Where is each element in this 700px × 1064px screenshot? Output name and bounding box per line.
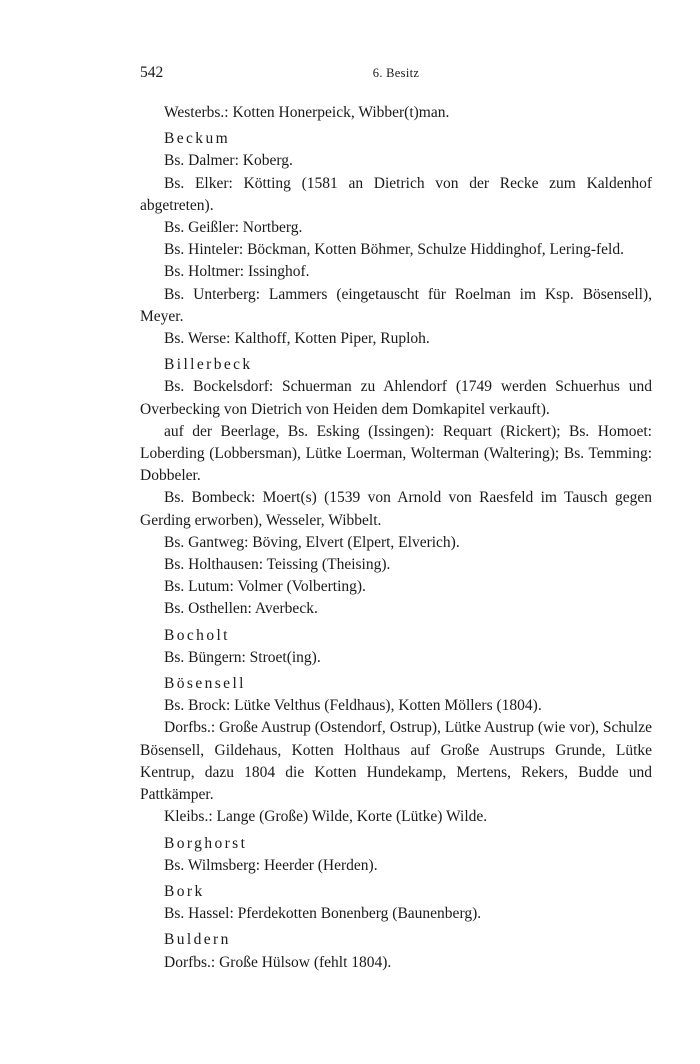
page-header	[140, 64, 652, 88]
paragraph: Bs. Hinteler: Böckman, Kotten Böhmer, Schulze Hiddinghof, Lering-feld.	[164, 241, 624, 259]
paragraph: Bs. Büngern: Stroet(ing).	[164, 648, 321, 666]
paragraph: Kleibs.: Lange (Große) Wilde, Korte (Lütke) Wilde.	[164, 808, 488, 826]
section-heading-billerbeck: Billerbeck	[164, 356, 253, 374]
paragraph: Bs. Geißler: Nortberg.	[164, 219, 303, 237]
paragraph: Bs. Bockelsdorf: Schuerman zu Ahlendorf (1749 werden Schuerhus und Overbecking von Dietrich von Heiden dem Domkapitel verkauft).	[140, 378, 652, 418]
paragraph: Bs. Holthausen: Teissing (Theising).	[164, 556, 391, 574]
paragraph: Bs. Osthellen: Averbeck.	[164, 600, 318, 618]
paragraph: Bs. Hassel: Pferdekotten Bonenberg (Baunenberg).	[164, 905, 482, 923]
paragraph: Bs. Brock: Lütke Velthus (Feldhaus), Kotten Möllers (1804).	[164, 697, 542, 715]
page-number: 542	[140, 64, 164, 81]
paragraph: Westerbs.: Kotten Honerpeick, Wibber(t)man.	[164, 104, 450, 121]
paragraph: auf der Beerlage, Bs. Esking (Issingen): Requart (Rickert); Bs. Homoet: Loberding (Lobbersman), Lütke Loerman, Wolterman (Waltering); Bs. Temming: Dobbeler.	[140, 422, 652, 485]
paragraph: Bs. Unterberg: Lammers (eingetauscht für Roelman im Ksp. Bösensell), Meyer.	[140, 285, 652, 325]
paragraph: Dorfbs.: Große Hülsow (fehlt 1804).	[164, 953, 392, 971]
paragraph: Dorfbs.: Große Austrup (Ostendorf, Ostrup), Lütke Austrup (wie vor), Schulze Bösensell, Gildehaus, Kotten Holthaus auf Große Austrups Grunde, Lütke Kentrup, dazu 1804 die Kotten Hundekamp, Mertens, Rekers, Budde und Pattkämper.	[140, 719, 652, 804]
paragraph: Bs. Dalmer: Koberg.	[164, 152, 293, 170]
paragraph: Bs. Lutum: Volmer (Volberting).	[164, 578, 366, 596]
section-heading-buldern: Buldern	[164, 931, 231, 949]
page-body	[140, 102, 652, 974]
paragraph: Bs. Werse: Kalthoff, Kotten Piper, Ruploh.	[164, 330, 430, 348]
section-heading-beckum: Beckum	[164, 130, 231, 148]
section-heading-borghorst: Borghorst	[164, 834, 248, 852]
paragraph: Bs. Bombeck: Moert(s) (1539 von Arnold von Raesfeld im Tausch gegen Gerding erworben), Wesseler, Wibbelt.	[140, 489, 652, 529]
paragraph: Bs. Holtmer: Issinghof.	[164, 263, 310, 281]
running-head: 6. Besitz	[372, 66, 420, 80]
paragraph: Bs. Elker: Kötting (1581 an Dietrich von der Recke zum Kaldenhof abgetreten).	[140, 174, 652, 214]
paragraph: Bs. Wilmsberg: Heerder (Herden).	[164, 856, 378, 874]
paragraph: Bs. Gantweg: Böving, Elvert (Elpert, Elverich).	[164, 533, 460, 551]
section-heading-bocholt: Bocholt	[164, 626, 230, 644]
section-heading-bork: Bork	[164, 882, 205, 900]
section-heading-boesensell: Bösensell	[164, 675, 246, 693]
